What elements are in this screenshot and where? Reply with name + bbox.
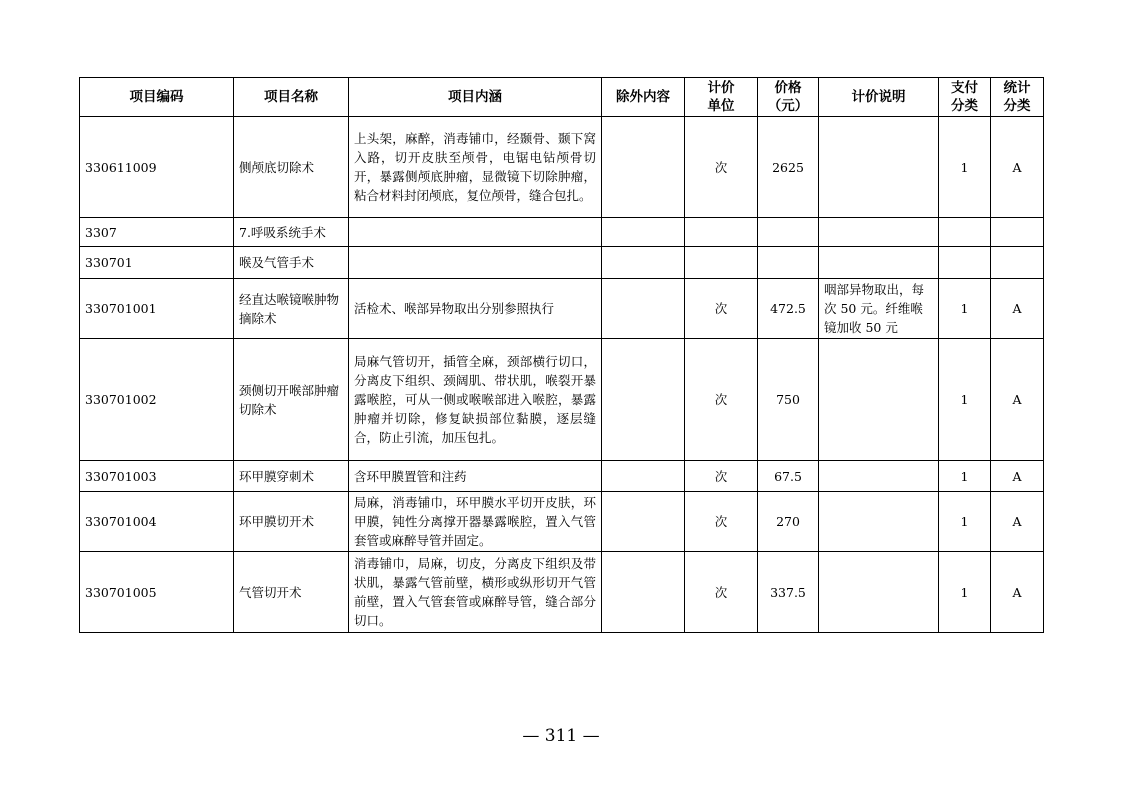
cell-note (819, 218, 939, 247)
cell-pay: 1 (939, 492, 991, 552)
table-row (80, 552, 1044, 633)
cell-price: 472.5 (758, 279, 819, 339)
header-excluded: 除外内容 (602, 78, 685, 117)
cell-excluded (602, 279, 685, 339)
cell-pay: 1 (939, 117, 991, 218)
cell-code: 330701004 (80, 492, 234, 552)
table-row (80, 279, 1044, 339)
header-unit-line2: 单位 (707, 98, 735, 114)
cell-unit: 次 (685, 461, 758, 492)
cell-price: 2625 (758, 117, 819, 218)
cell-name: 环甲膜切开术 (234, 492, 349, 552)
cell-note (819, 117, 939, 218)
cell-stat: A (991, 552, 1044, 633)
table-row (80, 117, 1044, 218)
cell-unit: 次 (685, 279, 758, 339)
header-name: 项目名称 (234, 78, 349, 117)
cell-code: 330701001 (80, 279, 234, 339)
table-row (80, 492, 1044, 552)
cell-price: 67.5 (758, 461, 819, 492)
cell-excluded (602, 552, 685, 633)
header-code: 项目编码 (80, 78, 234, 117)
cell-content: 上头架，麻醉，消毒铺巾，经颞骨、颞下窝入路，切开皮肤至颅骨，电锯电钻颅骨切开，暴露侧颅底肿瘤，显微镜下切除肿瘤，粘合材料封闭颅底，复位颅骨，缝合包扎。 (349, 117, 602, 218)
cell-excluded (602, 339, 685, 461)
cell-excluded (602, 117, 685, 218)
cell-note (819, 552, 939, 633)
cell-excluded (602, 461, 685, 492)
cell-unit: 次 (685, 492, 758, 552)
cell-note (819, 461, 939, 492)
cell-excluded (602, 247, 685, 279)
cell-pay: 1 (939, 279, 991, 339)
cell-name: 气管切开术 (234, 552, 349, 633)
cell-pay (939, 247, 991, 279)
cell-pay (939, 218, 991, 247)
cell-note (819, 339, 939, 461)
cell-unit: 次 (685, 552, 758, 633)
cell-content: 局麻，消毒铺巾，环甲膜水平切开皮肤，环甲膜，钝性分离撑开器暴露喉腔，置入气管套管或麻醉导管并固定。 (349, 492, 602, 552)
cell-excluded (602, 492, 685, 552)
header-unit-line1: 计价 (707, 80, 735, 96)
pricing-table (79, 77, 1044, 633)
cell-name: 喉及气管手术 (234, 247, 349, 279)
header-price-line2: （元） (767, 98, 809, 114)
cell-unit (685, 247, 758, 279)
cell-code: 330701005 (80, 552, 234, 633)
table-row (80, 461, 1044, 492)
cell-content: 消毒铺巾，局麻，切皮，分离皮下组织及带状肌，暴露气管前壁，横形或纵形切开气管前壁，置入气管套管或麻醉导管，缝合部分切口。 (349, 552, 602, 633)
cell-content (349, 247, 602, 279)
cell-note (819, 247, 939, 279)
cell-content: 含环甲膜置管和注药 (349, 461, 602, 492)
header-pay-line2: 分类 (951, 98, 978, 114)
cell-unit: 次 (685, 117, 758, 218)
cell-name: 侧颅底切除术 (234, 117, 349, 218)
cell-content: 活检术、喉部异物取出分别参照执行 (349, 279, 602, 339)
cell-name: 7.呼吸系统手术 (234, 218, 349, 247)
cell-unit: 次 (685, 339, 758, 461)
cell-note: 咽部异物取出，每次 50 元。纤维喉镜加收 50 元 (819, 279, 939, 339)
cell-price: 337.5 (758, 552, 819, 633)
cell-price (758, 247, 819, 279)
cell-note (819, 492, 939, 552)
cell-pay: 1 (939, 552, 991, 633)
cell-unit (685, 218, 758, 247)
header-note: 计价说明 (819, 78, 939, 117)
cell-stat: A (991, 279, 1044, 339)
table-row (80, 247, 1044, 279)
header-stat-line1: 统计 (1003, 80, 1031, 96)
cell-code: 330611009 (80, 117, 234, 218)
page-number: — 311 — (522, 726, 600, 746)
header-stat-line2: 分类 (1003, 98, 1031, 114)
header-price (758, 78, 819, 117)
cell-price (758, 218, 819, 247)
cell-name: 环甲膜穿刺术 (234, 461, 349, 492)
header-unit (685, 78, 758, 117)
table-row (80, 339, 1044, 461)
header-pay-line1: 支付 (951, 80, 978, 96)
table-row (80, 218, 1044, 247)
cell-code: 330701 (80, 247, 234, 279)
header-price-line1: 价格 (774, 80, 802, 96)
cell-code: 3307 (80, 218, 234, 247)
cell-excluded (602, 218, 685, 247)
cell-code: 330701003 (80, 461, 234, 492)
cell-stat: A (991, 492, 1044, 552)
table-header-row (80, 78, 1044, 117)
cell-stat: A (991, 339, 1044, 461)
cell-stat: A (991, 461, 1044, 492)
cell-pay: 1 (939, 339, 991, 461)
cell-price: 270 (758, 492, 819, 552)
cell-pay: 1 (939, 461, 991, 492)
cell-code: 330701002 (80, 339, 234, 461)
cell-name: 颈侧切开喉部肿瘤切除术 (234, 339, 349, 461)
cell-stat (991, 218, 1044, 247)
cell-content (349, 218, 602, 247)
cell-stat: A (991, 117, 1044, 218)
cell-price: 750 (758, 339, 819, 461)
cell-name: 经直达喉镜喉肿物摘除术 (234, 279, 349, 339)
cell-content: 局麻气管切开，插管全麻，颈部横行切口，分离皮下组织、颈阔肌、带状肌，喉裂开暴露喉腔，可从一侧或喉喉部进入喉腔，暴露肿瘤并切除，修复缺损部位黏膜，逐层缝合，防止引流，加压包扎。 (349, 339, 602, 461)
header-pay (939, 78, 991, 117)
header-content: 项目内涵 (349, 78, 602, 117)
cell-stat (991, 247, 1044, 279)
header-stat (991, 78, 1044, 117)
